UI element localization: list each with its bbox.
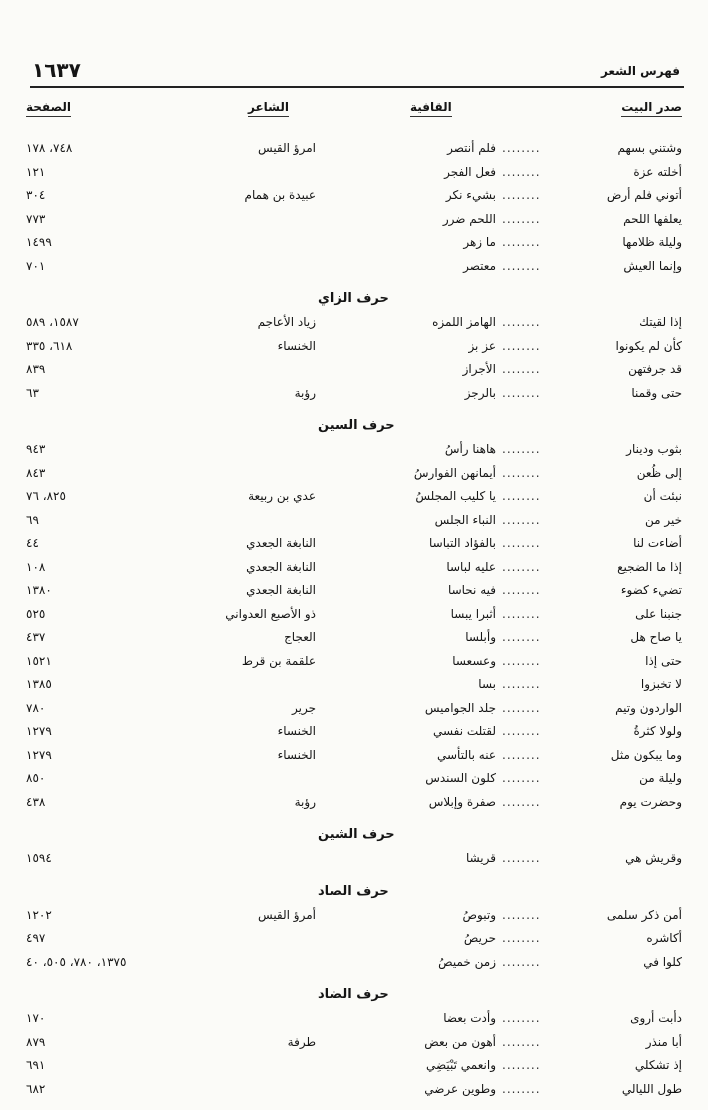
page-references: ٤٣٧ — [26, 630, 46, 644]
index-row — [0, 651, 708, 675]
index-row — [0, 848, 708, 872]
leader-dots: ........ — [502, 465, 541, 480]
page-references: ٧٧٣ — [26, 211, 46, 226]
verse-first-words: جنبنا على — [635, 606, 682, 621]
page-references: ٩٤٣ — [26, 442, 46, 456]
rhyme-word: معتصر — [463, 258, 496, 273]
page-references: ١٠٨ — [26, 559, 46, 574]
rhyme-word: وانعمي تَبْيَضِي — [425, 1058, 496, 1072]
index-row — [0, 185, 708, 209]
index-row — [0, 1032, 708, 1056]
page-references: ١٣٨٥ — [26, 677, 52, 691]
page-references: ٤٣٨ — [26, 794, 46, 809]
page-references: ٥٢٥ — [26, 606, 46, 621]
poet-name: ذو الأصبع العدواني — [225, 606, 316, 621]
poet-name: النابغة الجعدي — [246, 559, 316, 574]
verse-first-words: يا صاح هل — [630, 630, 682, 644]
rhyme-word: الأجراز — [462, 362, 496, 376]
leader-dots: ........ — [502, 606, 541, 621]
index-row — [0, 604, 708, 628]
verse-first-words: إلى ظُعن — [636, 465, 682, 480]
index-row — [0, 312, 708, 336]
index-row — [0, 557, 708, 581]
page-references: ١٣٨٠ — [26, 583, 52, 597]
page-references: ١٥٢١ — [26, 653, 52, 668]
rhyme-word: يا كليب المجلسُ — [415, 489, 496, 503]
index-row — [0, 745, 708, 769]
rhyme-word: الهامز اللمزه — [432, 315, 496, 329]
verse-first-words: أبا منذر — [645, 1034, 682, 1049]
verse-first-words: أكاشره — [646, 931, 682, 945]
leader-dots: ........ — [502, 385, 541, 400]
leader-dots: ........ — [502, 536, 541, 550]
verse-first-words: أخلته عزة — [633, 164, 682, 179]
rhyme-word: فعل الفجر — [444, 164, 496, 179]
page-references: ٣٠٤ — [26, 188, 46, 202]
page-references: ٨٣٩ — [26, 362, 46, 376]
leader-dots: ........ — [502, 164, 541, 179]
poet-name: العجاج — [284, 630, 316, 644]
rhyme-word: أيمانهن الفوارسُ — [413, 465, 496, 480]
index-row — [0, 383, 708, 407]
section-title: حرف الضاد — [318, 987, 389, 1002]
index-row — [0, 232, 708, 256]
leader-dots: ........ — [502, 211, 541, 226]
page-references: ١٢١ — [26, 164, 46, 179]
leader-dots: ........ — [502, 931, 541, 945]
verse-first-words: حتى إذا — [645, 653, 682, 668]
rhyme-word: وعسعسا — [452, 653, 496, 668]
leader-dots: ........ — [502, 954, 541, 969]
poet-name: الخنساء — [277, 747, 316, 762]
index-row — [0, 486, 708, 510]
verse-first-words: كلوا في — [643, 954, 682, 969]
leader-dots: ........ — [502, 1034, 541, 1049]
poet-name: النابغة الجعدي — [246, 536, 316, 550]
rhyme-word: بشيء نكر — [445, 188, 496, 202]
rhyme-word: وأبلسا — [465, 630, 496, 644]
page-references: ٨٤٣ — [26, 465, 46, 480]
leader-dots: ........ — [502, 512, 541, 527]
verse-first-words: إذا ما الضجيع — [617, 559, 682, 574]
poet-name: جرير — [292, 700, 316, 715]
leader-dots: ........ — [502, 1011, 541, 1025]
page-references: ٤٩٧ — [26, 931, 46, 945]
rhyme-word: زمن خميصُ — [438, 954, 496, 969]
page-references: ٦٨٢ — [26, 1081, 46, 1096]
leader-dots: ........ — [502, 653, 541, 668]
poet-name: النابغة الجعدي — [246, 583, 316, 597]
page-references: ٤٤ — [26, 536, 39, 550]
rhyme-word: جلد الجواميس — [424, 700, 496, 715]
verse-first-words: خير من — [644, 512, 682, 527]
poet-name: الخنساء — [277, 338, 316, 353]
index-row — [0, 674, 708, 698]
verse-first-words: وشتني بسهم — [617, 141, 682, 155]
rhyme-word: عز بز — [468, 338, 496, 353]
index-row — [0, 439, 708, 463]
leader-dots: ........ — [502, 559, 541, 574]
leader-dots: ........ — [502, 258, 541, 273]
poet-name: عبيدة بن همام — [244, 188, 316, 202]
page-references: ٧٤٨، ١٧٨ — [26, 141, 73, 155]
leader-dots: ........ — [502, 442, 541, 456]
leader-dots: ........ — [502, 338, 541, 353]
leader-dots: ........ — [502, 188, 541, 202]
rhyme-word: حريصُ — [463, 931, 496, 945]
leader-dots: ........ — [502, 1058, 541, 1072]
leader-dots: ........ — [502, 141, 541, 155]
index-row — [0, 928, 708, 952]
section-title: حرف السين — [318, 418, 395, 433]
page-references: ٨٥٠ — [26, 771, 46, 785]
page-references: ١٥٨٧، ٥٨٩ — [26, 315, 79, 329]
rhyme-word: بالرجز — [464, 385, 496, 400]
verse-first-words: نبئت أن — [643, 489, 682, 503]
section-header — [0, 872, 708, 905]
leader-dots: ........ — [502, 362, 541, 376]
leader-dots: ........ — [502, 583, 541, 597]
column-header-poet: الشاعر — [248, 100, 289, 117]
verse-first-words: إذ تشكلي — [634, 1058, 682, 1072]
verse-first-words: يعلفها اللحم — [623, 211, 682, 226]
rhyme-word: لقتلت نفسي — [432, 724, 496, 738]
poetry-index-list — [0, 138, 708, 1102]
rhyme-word: عليه لباسا — [446, 559, 496, 574]
rhyme-word: فلم أنتصر — [447, 141, 496, 155]
poet-name: امرؤ القيس — [258, 141, 316, 155]
rhyme-word: بسا — [478, 677, 496, 691]
leader-dots: ........ — [502, 630, 541, 644]
running-title: فهرس الشعر — [600, 64, 680, 78]
section-header — [0, 279, 708, 312]
index-row — [0, 1055, 708, 1079]
verse-first-words: ولولا كثرةُ — [633, 724, 682, 738]
rhyme-word: وأدت بعضا — [443, 1011, 496, 1025]
verse-first-words: تضيء كضوء — [620, 583, 682, 597]
poet-name: طرفة — [287, 1034, 316, 1049]
page-references: ٧٠١ — [26, 258, 46, 273]
verse-first-words: بثوب ودينار — [626, 442, 682, 456]
section-header — [0, 975, 708, 1008]
rhyme-word: كلون السندس — [425, 771, 496, 785]
rhyme-word: وتبوصُ — [462, 907, 496, 922]
index-row — [0, 138, 708, 162]
rhyme-word: أهون من بعض — [424, 1034, 496, 1049]
leader-dots: ........ — [502, 794, 541, 809]
leader-dots: ........ — [502, 747, 541, 762]
index-row — [0, 1079, 708, 1103]
verse-first-words: طول الليالي — [621, 1081, 682, 1096]
rhyme-word: اللحم ضرر — [442, 211, 496, 226]
rhyme-word: بالفؤاد التباسا — [428, 536, 496, 550]
page-references: ٦١٨، ٣٣٥ — [26, 338, 73, 353]
column-header-first-words: صدر البيت — [621, 100, 682, 117]
verse-first-words: إذا لقيتك — [639, 315, 682, 329]
index-row — [0, 533, 708, 557]
rhyme-word: صفرة وإبلاس — [428, 794, 496, 809]
page-references: ٦٩١ — [26, 1058, 46, 1072]
rhyme-word: وطوين عرضي — [424, 1081, 496, 1096]
page-references: ١٢٧٩ — [26, 747, 52, 762]
index-row — [0, 162, 708, 186]
leader-dots: ........ — [502, 907, 541, 922]
index-row — [0, 792, 708, 816]
index-row — [0, 510, 708, 534]
page-header — [30, 52, 684, 88]
index-row — [0, 580, 708, 604]
index-row — [0, 336, 708, 360]
verse-first-words: أضاءت لنا — [633, 536, 682, 550]
verse-first-words: وما يبكون مثل — [610, 747, 682, 762]
rhyme-word: قريشا — [465, 851, 496, 865]
verse-first-words: وقريش هي — [625, 851, 682, 865]
leader-dots: ........ — [502, 700, 541, 715]
verse-first-words: دأبت أروى — [630, 1011, 682, 1025]
verse-first-words: وإنما العيش — [623, 258, 682, 273]
leader-dots: ........ — [502, 489, 541, 503]
verse-first-words: كأن لم يكونوا — [615, 338, 682, 353]
poet-name: زياد الأعاجم — [257, 315, 316, 329]
index-row — [0, 1008, 708, 1032]
poet-name: عدي بن ربيعة — [248, 489, 316, 503]
index-row — [0, 698, 708, 722]
verse-first-words: قد جرفتهن — [628, 362, 682, 376]
page-references: ١٤٩٩ — [26, 235, 52, 249]
index-row — [0, 256, 708, 280]
page-references: ١٥٩٤ — [26, 851, 52, 865]
column-header-rhyme: القافية — [410, 100, 452, 117]
poet-name: رؤبة — [294, 385, 316, 400]
index-row — [0, 721, 708, 745]
page-references: ١٣٧٥، ٧٨٠، ٥٠٥، ٤٠ — [26, 954, 127, 969]
page-references: ٧٨٠ — [26, 700, 46, 715]
page-references: ٦٩ — [26, 512, 39, 527]
rhyme-word: فيه نحاسا — [447, 583, 496, 597]
rhyme-word: عنه بالتأسي — [436, 747, 496, 762]
index-row — [0, 209, 708, 233]
leader-dots: ........ — [502, 771, 541, 785]
section-title: حرف الشين — [318, 827, 395, 842]
page-references: ١٢٧٩ — [26, 724, 52, 738]
section-header — [0, 815, 708, 848]
verse-first-words: وحضرت يوم — [619, 794, 682, 809]
section-title: حرف الزاي — [318, 291, 389, 306]
verse-first-words: أتوني فلم أرض — [606, 188, 682, 202]
leader-dots: ........ — [502, 677, 541, 691]
index-row — [0, 905, 708, 929]
leader-dots: ........ — [502, 724, 541, 738]
page-references: ٦٣ — [26, 385, 39, 400]
column-header-page: الصفحة — [26, 100, 71, 117]
leader-dots: ........ — [502, 235, 541, 249]
index-row — [0, 627, 708, 651]
index-row — [0, 952, 708, 976]
rhyme-word: ما زهر — [463, 235, 496, 249]
verse-first-words: أمن ذكر سلمى — [606, 907, 682, 922]
page-references: ٨٧٩ — [26, 1034, 46, 1049]
index-row — [0, 463, 708, 487]
poet-name: الخنساء — [277, 724, 316, 738]
poet-name: علقمة بن قرط — [241, 653, 316, 668]
leader-dots: ........ — [502, 315, 541, 329]
poet-name: رؤبة — [294, 794, 316, 809]
poet-name: أمرؤ القيس — [258, 907, 316, 922]
page-references: ٨٢٥، ٧٦ — [26, 489, 66, 503]
rhyme-word: أثبرا يبسا — [450, 606, 496, 621]
verse-first-words: وليلة من — [639, 771, 682, 785]
leader-dots: ........ — [502, 851, 541, 865]
index-row — [0, 768, 708, 792]
section-header — [0, 406, 708, 439]
leader-dots: ........ — [502, 1081, 541, 1096]
verse-first-words: لا تخبزوا — [640, 677, 682, 691]
rhyme-word: هاهنا رأسُ — [444, 442, 496, 456]
page-references: ١٢٠٢ — [26, 907, 52, 922]
verse-first-words: الواردون وتيم — [615, 700, 682, 715]
verse-first-words: وليلة ظلامها — [622, 235, 682, 249]
verse-first-words: حتى وقمنا — [631, 385, 682, 400]
index-row — [0, 359, 708, 383]
page-number: ١٦٣٧ — [32, 58, 81, 82]
section-title: حرف الصاد — [318, 883, 389, 899]
rhyme-word: النباء الجلس — [434, 512, 496, 527]
page-references: ١٧٠ — [26, 1011, 46, 1025]
